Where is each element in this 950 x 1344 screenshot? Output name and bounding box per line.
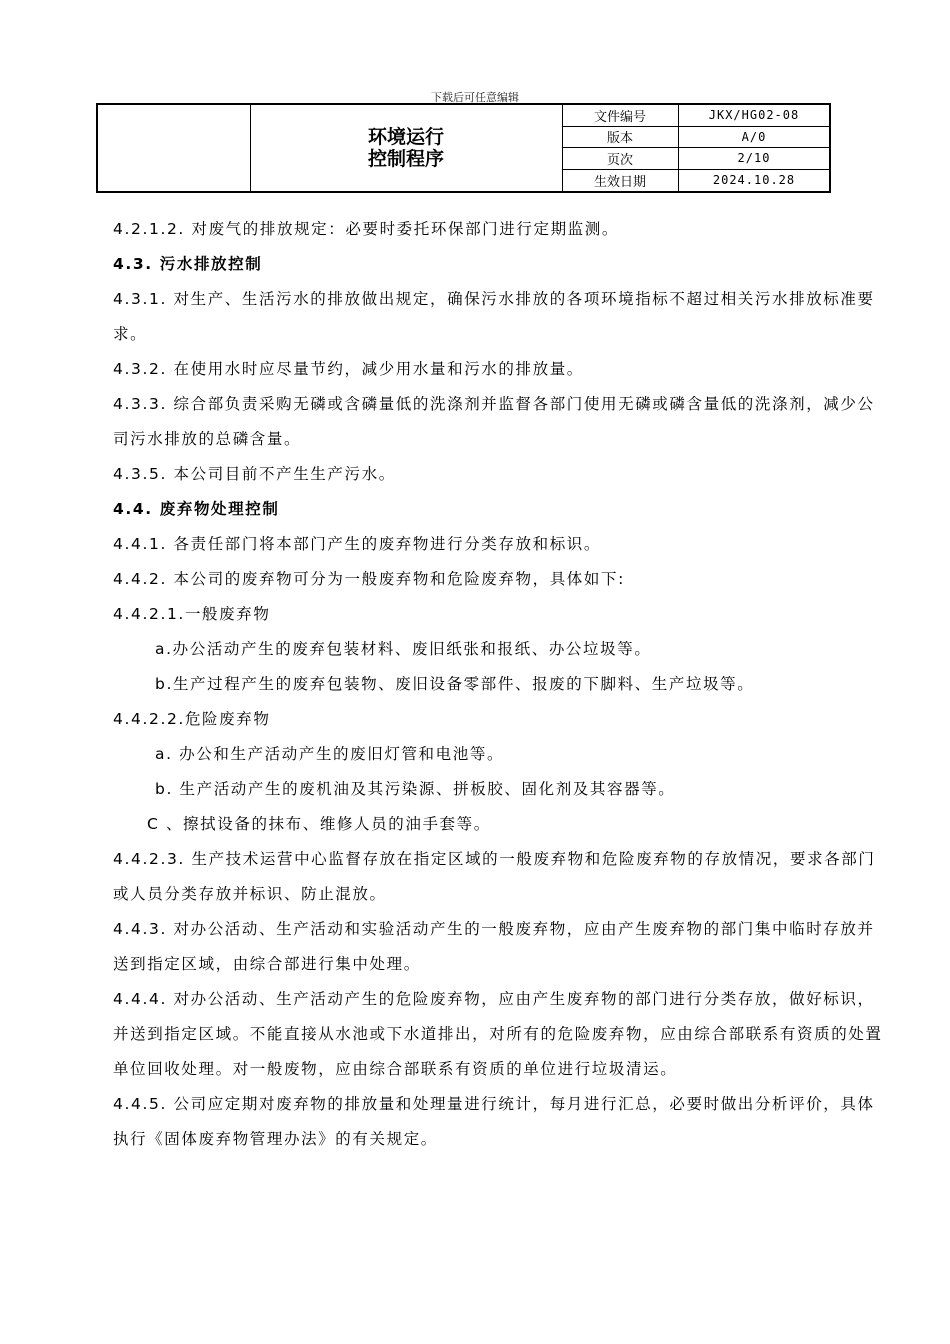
meta-key: 版本 xyxy=(562,127,679,148)
meta-key: 文件编号 xyxy=(562,105,679,126)
meta-value: 2/10 xyxy=(737,151,771,166)
paragraph: 4.3.3. 综合部负责采购无磷或含磷量低的洗涤剂并监督各部门使用无磷或磷含量低的洗涤剂，减少公司污水排放的总磷含量。 xyxy=(113,395,875,448)
paragraph: 4.3.1. 对生产、生活污水的排放做出规定，确保污水排放的各项环境指标不超过相关污水排放标准要求。 xyxy=(113,290,875,343)
meta-value: A/0 xyxy=(741,129,767,144)
paragraph: 4.2.1.2. 对废气的排放规定：必要时委托环保部门进行定期监测。 xyxy=(113,220,619,238)
paragraph: 4.4.2.3. 生产技术运营中心监督存放在指定区域的一般废弃物和危险废弃物的存放情况，要求各部门或人员分类存放并标识、防止混放。 xyxy=(113,850,876,903)
paragraph: 4.4.2. 本公司的废弃物可分为一般废弃物和危险废弃物，具体如下: xyxy=(113,570,625,588)
meta-key: 页次 xyxy=(562,148,679,169)
document-header-table xyxy=(96,103,831,193)
list-item: a.办公活动产生的废弃包装材料、废旧纸张和报纸、办公垃圾等。 xyxy=(155,640,652,658)
meta-key: 生效日期 xyxy=(562,170,679,192)
meta-row-version xyxy=(562,127,829,149)
title-line-2: 控制程序 xyxy=(367,148,444,170)
title-line-1: 环境运行 xyxy=(367,126,444,148)
document-title xyxy=(250,105,563,191)
logo-cell xyxy=(98,105,251,191)
document-meta xyxy=(562,105,829,191)
meta-row-effective-date xyxy=(562,170,829,192)
paragraph: 4.4.4. 对办公活动、生产活动产生的危险废弃物，应由产生废弃物的部门进行分类存放，做好标识，并送到指定区域。不能直接从水池或下水道排出，对所有的危险废弃物，应由综合部联系有资质的处置单位回收处理。对一般废物，应由综合部联系有资质的单位进行垃圾清运。 xyxy=(113,990,883,1078)
list-item: C 、擦拭设备的抹布、维修人员的油手套等。 xyxy=(147,815,491,833)
section-heading: 4.3. 污水排放控制 xyxy=(113,255,263,273)
paragraph: 4.4.3. 对办公活动、生产活动和实验活动产生的一般废弃物，应由产生废弃物的部门集中临时存放并送到指定区域，由综合部进行集中处理。 xyxy=(113,920,875,973)
list-item: b.生产过程产生的废弃包装物、废旧设备零部件、报废的下脚料、生产垃圾等。 xyxy=(155,675,755,693)
meta-row-doc-number xyxy=(562,105,829,127)
subheading: 4.4.2.1.一般废弃物 xyxy=(113,605,271,623)
list-item: a. 办公和生产活动产生的废旧灯管和电池等。 xyxy=(155,745,505,763)
subheading: 4.4.2.2.危险废弃物 xyxy=(113,710,271,728)
section-heading: 4.4. 废弃物处理控制 xyxy=(113,500,280,518)
top-note: 下载后可任意编辑 xyxy=(431,91,519,104)
paragraph: 4.3.5. 本公司目前不产生生产污水。 xyxy=(113,465,396,483)
meta-row-page xyxy=(562,148,829,170)
paragraph: 4.4.1. 各责任部门将本部门产生的废弃物进行分类存放和标识。 xyxy=(113,535,601,553)
paragraph: 4.3.2. 在使用水时应尽量节约，减少用水量和污水的排放量。 xyxy=(113,360,584,378)
meta-value: 2024.10.28 xyxy=(712,173,796,188)
paragraph: 4.4.5. 公司应定期对废弃物的排放量和处理量进行统计，每月进行汇总，必要时做出分析评价，具体执行《固体废弃物管理办法》的有关规定。 xyxy=(113,1095,875,1148)
meta-value: JKX/HG02-08 xyxy=(708,108,800,123)
list-item: b. 生产活动产生的废机油及其污染源、拼板胶、固化剂及其容器等。 xyxy=(155,780,676,798)
document-body xyxy=(113,212,883,1157)
